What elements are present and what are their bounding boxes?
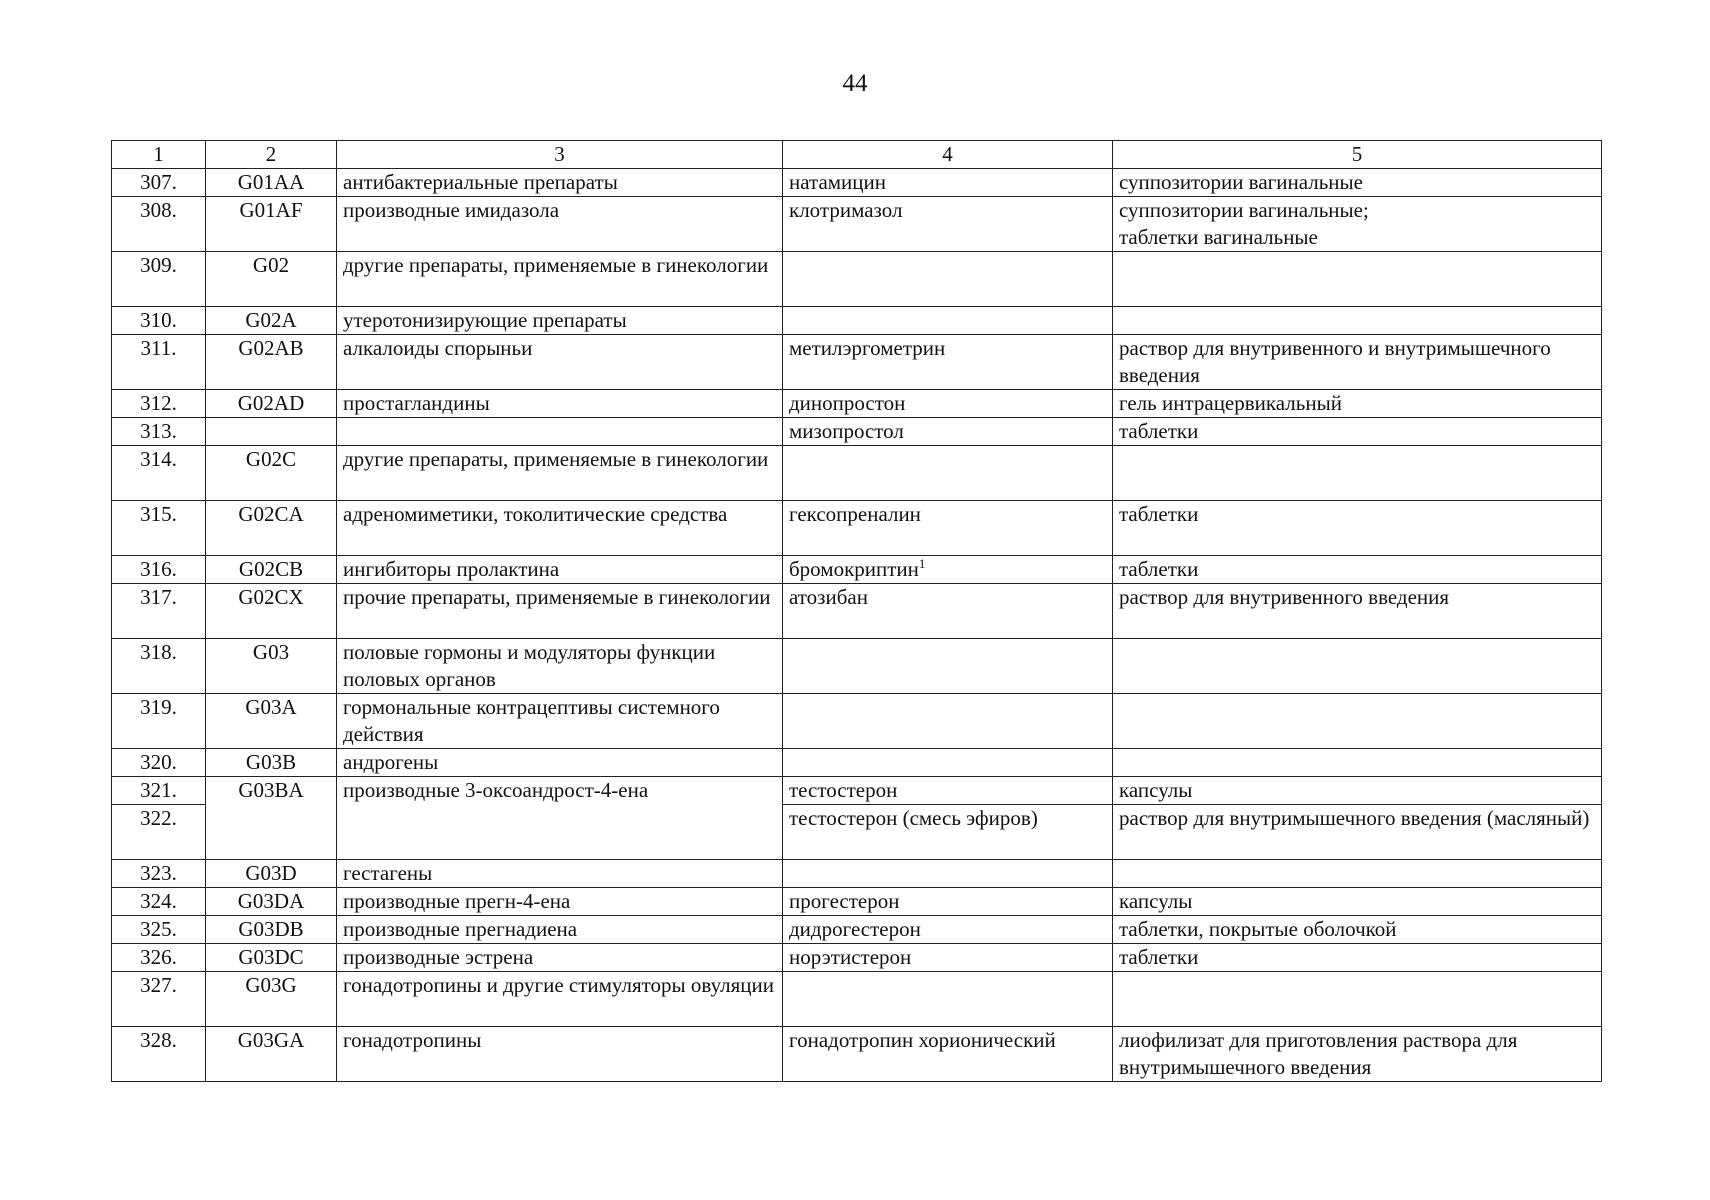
dosage-form: суппозитории вагинальные	[1113, 169, 1602, 197]
atc-group-name: половые гормоны и модуляторы функции половых органов	[337, 639, 783, 694]
drug-name: бромокриптин	[789, 557, 919, 581]
table-row	[112, 197, 1602, 252]
table-row	[112, 860, 1602, 888]
drug-name: атозибан	[783, 584, 1113, 639]
drug-name: метилэргометрин	[783, 335, 1113, 390]
drug-name: клотримазол	[783, 197, 1113, 252]
row-number: 328.	[112, 1027, 206, 1082]
dosage-form: суппозитории вагинальные; таблетки вагинальные	[1113, 197, 1602, 252]
table-row	[112, 446, 1602, 501]
dosage-form: таблетки	[1113, 944, 1602, 972]
drug-name: норэтистерон	[783, 944, 1113, 972]
row-number: 317.	[112, 584, 206, 639]
table-row	[112, 639, 1602, 694]
atc-group-name: алкалоиды спорыньи	[337, 335, 783, 390]
atc-group-name: производные 3-оксоандрост-4-ена	[337, 777, 783, 860]
column-header: 1	[112, 141, 206, 169]
atc-code: G03DC	[206, 944, 337, 972]
dosage-form: таблетки	[1113, 556, 1602, 584]
drug-name	[783, 446, 1113, 501]
drug-name: гексопреналин	[783, 501, 1113, 556]
drug-name: прогестерон	[783, 888, 1113, 916]
row-number: 310.	[112, 307, 206, 335]
table-row	[112, 252, 1602, 307]
atc-group-name: прочие препараты, применяемые в гинекологии	[337, 584, 783, 639]
row-number: 311.	[112, 335, 206, 390]
dosage-form: раствор для внутривенного введения	[1113, 584, 1602, 639]
atc-code: G01AF	[206, 197, 337, 252]
atc-group-name: гестагены	[337, 860, 783, 888]
dosage-form: раствор для внутримышечного введения (масляный)	[1113, 805, 1602, 860]
atc-group-name: производные прегн-4-ена	[337, 888, 783, 916]
drug-name: динопростон	[783, 390, 1113, 418]
row-number: 309.	[112, 252, 206, 307]
dosage-form	[1113, 307, 1602, 335]
atc-code: G02	[206, 252, 337, 307]
atc-group-name: производные прегнадиена	[337, 916, 783, 944]
atc-code: G01AA	[206, 169, 337, 197]
row-number: 315.	[112, 501, 206, 556]
table-row	[112, 972, 1602, 1027]
table-row	[112, 1027, 1602, 1082]
dosage-form: капсулы	[1113, 777, 1602, 805]
dosage-form	[1113, 446, 1602, 501]
table-row	[112, 335, 1602, 390]
dosage-form: капсулы	[1113, 888, 1602, 916]
drug-register-table	[111, 140, 1602, 1082]
atc-code: G03DA	[206, 888, 337, 916]
atc-code: G03D	[206, 860, 337, 888]
column-header: 3	[337, 141, 783, 169]
drug-name	[783, 307, 1113, 335]
atc-group-name: другие препараты, применяемые в гинекологии	[337, 446, 783, 501]
page-number: 44	[842, 70, 868, 97]
atc-code: G02C	[206, 446, 337, 501]
dosage-form	[1113, 972, 1602, 1027]
table-row	[112, 694, 1602, 749]
atc-group-name: гонадотропины	[337, 1027, 783, 1082]
row-number: 314.	[112, 446, 206, 501]
atc-code: G03A	[206, 694, 337, 749]
dosage-form	[1113, 252, 1602, 307]
row-number: 319.	[112, 694, 206, 749]
row-number: 327.	[112, 972, 206, 1027]
dosage-form: таблетки, покрытые оболочкой	[1113, 916, 1602, 944]
row-number: 322.	[112, 805, 206, 860]
dosage-form	[1113, 639, 1602, 694]
row-number: 323.	[112, 860, 206, 888]
dosage-form	[1113, 694, 1602, 749]
atc-code: G03G	[206, 972, 337, 1027]
drug-name	[783, 252, 1113, 307]
row-number: 321.	[112, 777, 206, 805]
atc-code: G02CA	[206, 501, 337, 556]
atc-group-name: адреномиметики, токолитические средства	[337, 501, 783, 556]
atc-group-name: андрогены	[337, 749, 783, 777]
row-number: 313.	[112, 418, 206, 446]
atc-group-name: гормональные контрацептивы системного действия	[337, 694, 783, 749]
drug-name: мизопростол	[783, 418, 1113, 446]
table-row	[112, 169, 1602, 197]
column-header: 5	[1113, 141, 1602, 169]
atc-group-name: утеротонизирующие препараты	[337, 307, 783, 335]
table-row	[112, 501, 1602, 556]
row-number: 316.	[112, 556, 206, 584]
dosage-form: гель интрацервикальный	[1113, 390, 1602, 418]
dosage-form: раствор для внутривенного и внутримышечного введения	[1113, 335, 1602, 390]
drug-name: тестостерон (смесь эфиров)	[783, 805, 1113, 860]
atc-code: G02AD	[206, 390, 337, 418]
table-row	[112, 390, 1602, 418]
table-row	[112, 916, 1602, 944]
table-row	[112, 584, 1602, 639]
atc-code	[206, 418, 337, 446]
atc-group-name	[337, 418, 783, 446]
row-number: 307.	[112, 169, 206, 197]
dosage-form	[1113, 860, 1602, 888]
drug-name: гонадотропин хорионический	[783, 1027, 1113, 1082]
dosage-form: таблетки	[1113, 501, 1602, 556]
table-row	[112, 307, 1602, 335]
atc-group-name: гонадотропины и другие стимуляторы овуляции	[337, 972, 783, 1027]
atc-code: G02CB	[206, 556, 337, 584]
footnote-marker: 1	[918, 556, 926, 571]
atc-code: G03B	[206, 749, 337, 777]
atc-group-name: производные имидазола	[337, 197, 783, 252]
drug-name: дидрогестерон	[783, 916, 1113, 944]
drug-name	[783, 694, 1113, 749]
row-number: 320.	[112, 749, 206, 777]
dosage-form: таблетки	[1113, 418, 1602, 446]
atc-code: G03BA	[206, 777, 337, 860]
atc-group-name: другие препараты, применяемые в гинекологии	[337, 252, 783, 307]
drug-name	[783, 639, 1113, 694]
row-number: 308.	[112, 197, 206, 252]
atc-code: G02A	[206, 307, 337, 335]
drug-name	[783, 972, 1113, 1027]
atc-group-name: антибактериальные препараты	[337, 169, 783, 197]
table-row	[112, 418, 1602, 446]
atc-code: G02CX	[206, 584, 337, 639]
row-number: 318.	[112, 639, 206, 694]
table-row	[112, 556, 1602, 584]
table-row	[112, 944, 1602, 972]
drug-name	[783, 860, 1113, 888]
column-header: 2	[206, 141, 337, 169]
atc-group-name: ингибиторы пролактина	[337, 556, 783, 584]
drug-name-cell	[783, 556, 1113, 584]
atc-code: G03DB	[206, 916, 337, 944]
dosage-form	[1113, 749, 1602, 777]
atc-code: G03	[206, 639, 337, 694]
table-row	[112, 888, 1602, 916]
drug-name: натамицин	[783, 169, 1113, 197]
row-number: 324.	[112, 888, 206, 916]
atc-code: G02AB	[206, 335, 337, 390]
column-header: 4	[783, 141, 1113, 169]
dosage-form: лиофилизат для приготовления раствора для внутримышечного введения	[1113, 1027, 1602, 1082]
table-row	[112, 749, 1602, 777]
drug-name: тестостерон	[783, 777, 1113, 805]
drug-name	[783, 749, 1113, 777]
column-number-row	[112, 141, 1602, 169]
table-row	[112, 777, 1602, 805]
row-number: 326.	[112, 944, 206, 972]
atc-code: G03GA	[206, 1027, 337, 1082]
row-number: 325.	[112, 916, 206, 944]
atc-group-name: простагландины	[337, 390, 783, 418]
row-number: 312.	[112, 390, 206, 418]
atc-group-name: производные эстрена	[337, 944, 783, 972]
